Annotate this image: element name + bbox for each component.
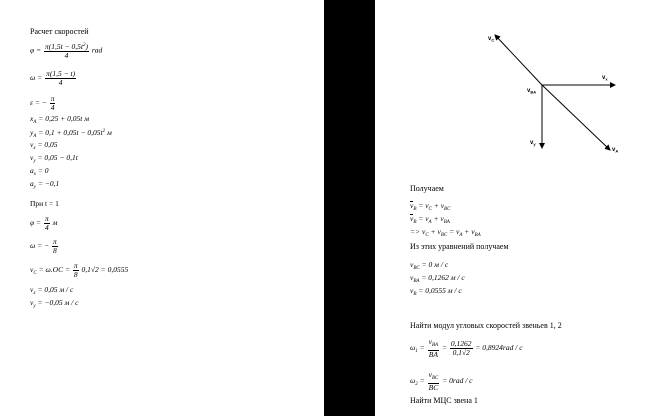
ya-equation: $y_A = 0,1 + 0,05t - 0,05t^2$ м bbox=[30, 128, 112, 139]
vx-result: $v_x = 0,05$ м / с bbox=[30, 285, 74, 296]
label-vc: $v_C$ bbox=[488, 36, 495, 43]
phi-at-t-equation: φ = $\frac{\pi}{4}$ м bbox=[30, 214, 58, 232]
vb-result: $v_B = 0,0555$ м / с bbox=[410, 286, 462, 297]
vc-equation: $v_C = \omega.OC$ = $\frac{\pi}{8}$ 0,1√2 = 0,0555 bbox=[30, 261, 129, 279]
label-vx: $v_x$ bbox=[602, 75, 608, 82]
label-va: $v_A$ bbox=[612, 147, 619, 154]
vc-arrow bbox=[495, 35, 542, 85]
xa-equation: $x_A = 0,25 + 0,05t$ м bbox=[30, 114, 90, 125]
va-arrow bbox=[542, 85, 610, 150]
vbc-result: $v_{BC} = 0$ м / с bbox=[410, 260, 449, 271]
find-omega-heading: Найти модул угловых скоростей звеньев 1, 2 bbox=[410, 321, 562, 330]
obtain-heading: Получаем bbox=[410, 184, 444, 193]
find-mcs-heading: Найти МЦС звена 1 bbox=[410, 396, 478, 405]
section-title: Расчет скоростей bbox=[30, 27, 89, 36]
left-page bbox=[0, 0, 324, 416]
ax-equation: $a_x = 0$ bbox=[30, 166, 49, 177]
at-time-heading: При t = 1 bbox=[30, 199, 59, 208]
from-equations-text: Из этих уравнений получаем bbox=[410, 242, 509, 251]
omega1-equation: $\omega_1$ = $\frac{v_{BA}}{BA}$ = $\frac{0,1262}{0,1√2}$ = 0,8924rad / с bbox=[410, 337, 523, 359]
vy-result: $v_y = -0,05$ м / с bbox=[30, 298, 79, 309]
page-gutter bbox=[324, 0, 375, 416]
velocity-eq-1: $v_B = v_C + v_{BC}$ bbox=[410, 201, 451, 212]
omega-at-t-equation: ω = − $\frac{\pi}{8}$ bbox=[30, 237, 57, 255]
velocity-vector-diagram bbox=[470, 30, 630, 160]
vy-equation: $v_y = 0,05 - 0,1t$ bbox=[30, 153, 78, 164]
vx-equation: $v_x = 0,05$ bbox=[30, 140, 58, 151]
omega2-equation: $\omega_2$ = $\frac{v_{BC}}{BC}$ = 0rad / с bbox=[410, 370, 473, 392]
label-vy: $v_y$ bbox=[530, 140, 536, 147]
epsilon-equation: ε = − $\frac{\pi}{4}$ bbox=[30, 94, 55, 112]
phi-equation: φ = $\frac{\pi(1,5t - 0,5t^2)}{4}$ rad bbox=[30, 42, 103, 60]
velocity-eq-3: => $v_C + v_{BC} = v_A + v_{BA}$ bbox=[410, 227, 481, 238]
label-vba: $v_{BA}$ bbox=[527, 88, 537, 95]
vba-result: $v_{BA} = 0,1262$ м / с bbox=[410, 273, 465, 284]
ay-equation: $a_y = -0,1$ bbox=[30, 179, 60, 190]
velocity-eq-2: $v_B = v_A + v_{BA}$ bbox=[410, 214, 450, 225]
omega-equation: ω = $\frac{\pi(1,5 - t)}{4}$ bbox=[30, 69, 76, 87]
